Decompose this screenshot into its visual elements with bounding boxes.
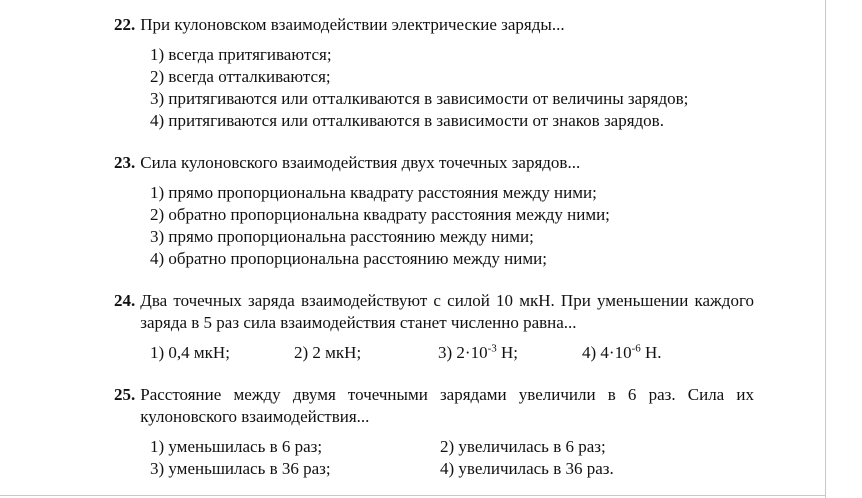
question-number: 22. (114, 15, 136, 34)
option-unit: Н. (640, 343, 662, 362)
question-number: 25. (114, 385, 136, 404)
answer-option-4: 4) обратно пропорциональна расстоянию между ними; (150, 249, 547, 268)
answer-option-3: 3) притягиваются или отталкиваются в зависимости от величины зарядов; (150, 89, 689, 108)
question-22 (114, 14, 754, 132)
answer-option-4: 4) притягиваются или отталкиваются в зависимости от знаков зарядов. (150, 111, 664, 130)
option-exponent: -3 (487, 342, 497, 355)
answer-option-1: 1) всегда притягиваются; (150, 45, 332, 64)
answer-option-2: 2) обратно пропорциональна квадрату расстояния между ними; (150, 205, 610, 224)
question-23 (114, 152, 754, 270)
question-number: 24. (114, 291, 136, 310)
question-text: При кулоновском взаимодействии электрические заряды... (140, 15, 565, 34)
question-number: 23. (114, 153, 136, 172)
option-base: 4) 4·10 (582, 343, 632, 362)
answer-option-3 (438, 342, 582, 364)
question-25 (114, 384, 754, 480)
option-base: 3) 2·10 (438, 343, 488, 362)
answer-option-4: 4) увеличилась в 36 раз. (440, 459, 614, 478)
question-24 (114, 290, 754, 364)
answer-option-3: 3) уменьшилась в 36 раз; (150, 459, 331, 478)
question-text: Два точечных заряда взаимодействуют с силой 10 мкН. При уменьшении каждого заряда в 5 раз сила взаимодействия станет численно равна... (140, 291, 754, 332)
answer-option-1: 1) прямо пропорциональна квадрату расстояния между ними; (150, 183, 597, 202)
answer-option-1: 1) уменьшилась в 6 раз; (150, 437, 323, 456)
answer-option-2: 2) всегда отталкиваются; (150, 67, 331, 86)
answer-option-2: 2) 2 мкН; (294, 343, 362, 362)
page-border-bottom (0, 495, 826, 496)
option-unit: Н; (496, 343, 518, 362)
question-text: Расстояние между двумя точечными зарядами увеличили в 6 раз. Сила их кулоновского взаимодействия... (140, 385, 754, 426)
answer-option-2: 2) увеличилась в 6 раз; (440, 437, 606, 456)
answer-option-3: 3) прямо пропорциональна расстоянию между ними; (150, 227, 534, 246)
answer-option-4 (582, 342, 726, 364)
answer-option-1: 1) 0,4 мкН; (150, 343, 230, 362)
page-border-right (825, 0, 826, 498)
question-text: Сила кулоновского взаимодействия двух точечных зарядов... (140, 153, 581, 172)
option-exponent: -6 (631, 342, 641, 355)
